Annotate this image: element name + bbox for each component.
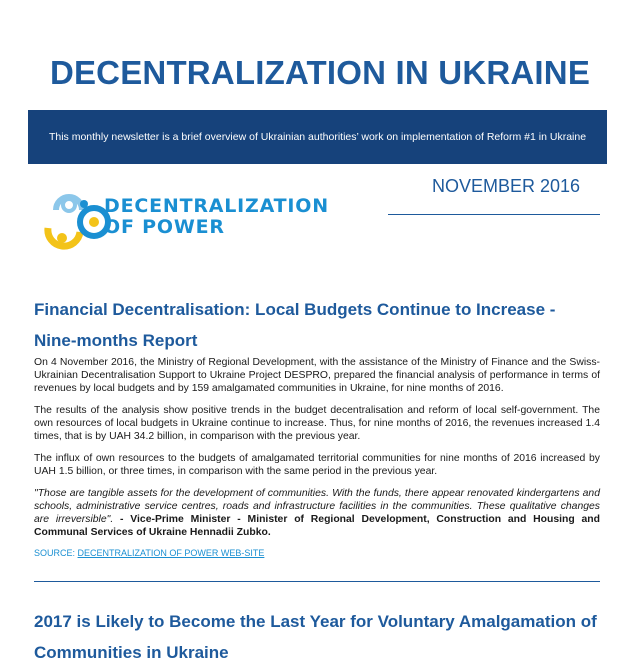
- source-link[interactable]: DECENTRALIZATION OF POWER WEB-SITE: [77, 548, 265, 558]
- article-title: 2017 is Likely to Become the Last Year for Voluntary Amalgamation of Communities in Ukraine: [34, 612, 597, 662]
- article-amalgamation: [34, 606, 600, 668]
- header-banner: [28, 110, 607, 164]
- logo-line-1: DECENTRALIZATION: [104, 195, 329, 217]
- newsletter-title: DECENTRALIZATION IN UKRAINE: [49, 54, 591, 91]
- issue-date: NOVEMBER 2016: [432, 176, 581, 196]
- article-quote: [34, 487, 600, 539]
- article-paragraph: On 4 November 2016, the Ministry of Regional Development, with the assistance of the Ministry of Finance and the Swiss-Ukrainian Decentralisation Support to Ukraine Project DESPRO, prepared the financial analysis of performance in terms of revenues by local budgets and by 159 amalgamated communities in Ukraine, for nine months of 2016.: [34, 357, 600, 394]
- source-label: SOURCE:: [34, 548, 76, 558]
- quote-attribution: - Vice-Prime Minister - Minister of Regional Development, Construction and Housing and Communal Services of Ukraine Hennadii Zubko.: [34, 514, 601, 538]
- article-source: [34, 548, 600, 558]
- quote-text: "Those are tangible assets for the development of communities. With the funds, there appear renovated kindergartens and schools, administrative service centres, roads and infrastructure facilities in the communities. These qualitative changes are irreversible".: [34, 488, 600, 525]
- article-title: Financial Decentralisation: Local Budgets Continue to Increase - Nine-months Report: [34, 300, 556, 350]
- logo-wordmark: [104, 196, 329, 238]
- article-financial-decentralisation: [34, 294, 600, 558]
- article-paragraph: The results of the analysis show positive trends in the budget decentralisation and reform of local self-government. The own resources of local budgets in Ukraine continue to increase. Thus, for nine months of 2016, the revenues increased 1.4 times, that is by UAH 34.2 billion, in comparison with the previous year.: [34, 405, 600, 442]
- date-divider: [388, 214, 600, 215]
- article-body: [34, 356, 600, 539]
- article-paragraph: The influx of own resources to the budgets of amalgamated territorial communities for nine months of 2016 increased by UAH 1.5 billion, or three times, in comparison with the same period in the previous year.: [34, 453, 600, 477]
- banner-text: This monthly newsletter is a brief overview of Ukrainian authorities’ work on implementation of Reform #1 in Ukraine: [48, 131, 587, 143]
- logo-emblem-icon: [48, 197, 108, 246]
- section-divider: [34, 581, 600, 582]
- logo-line-2: OF POWER: [104, 216, 225, 238]
